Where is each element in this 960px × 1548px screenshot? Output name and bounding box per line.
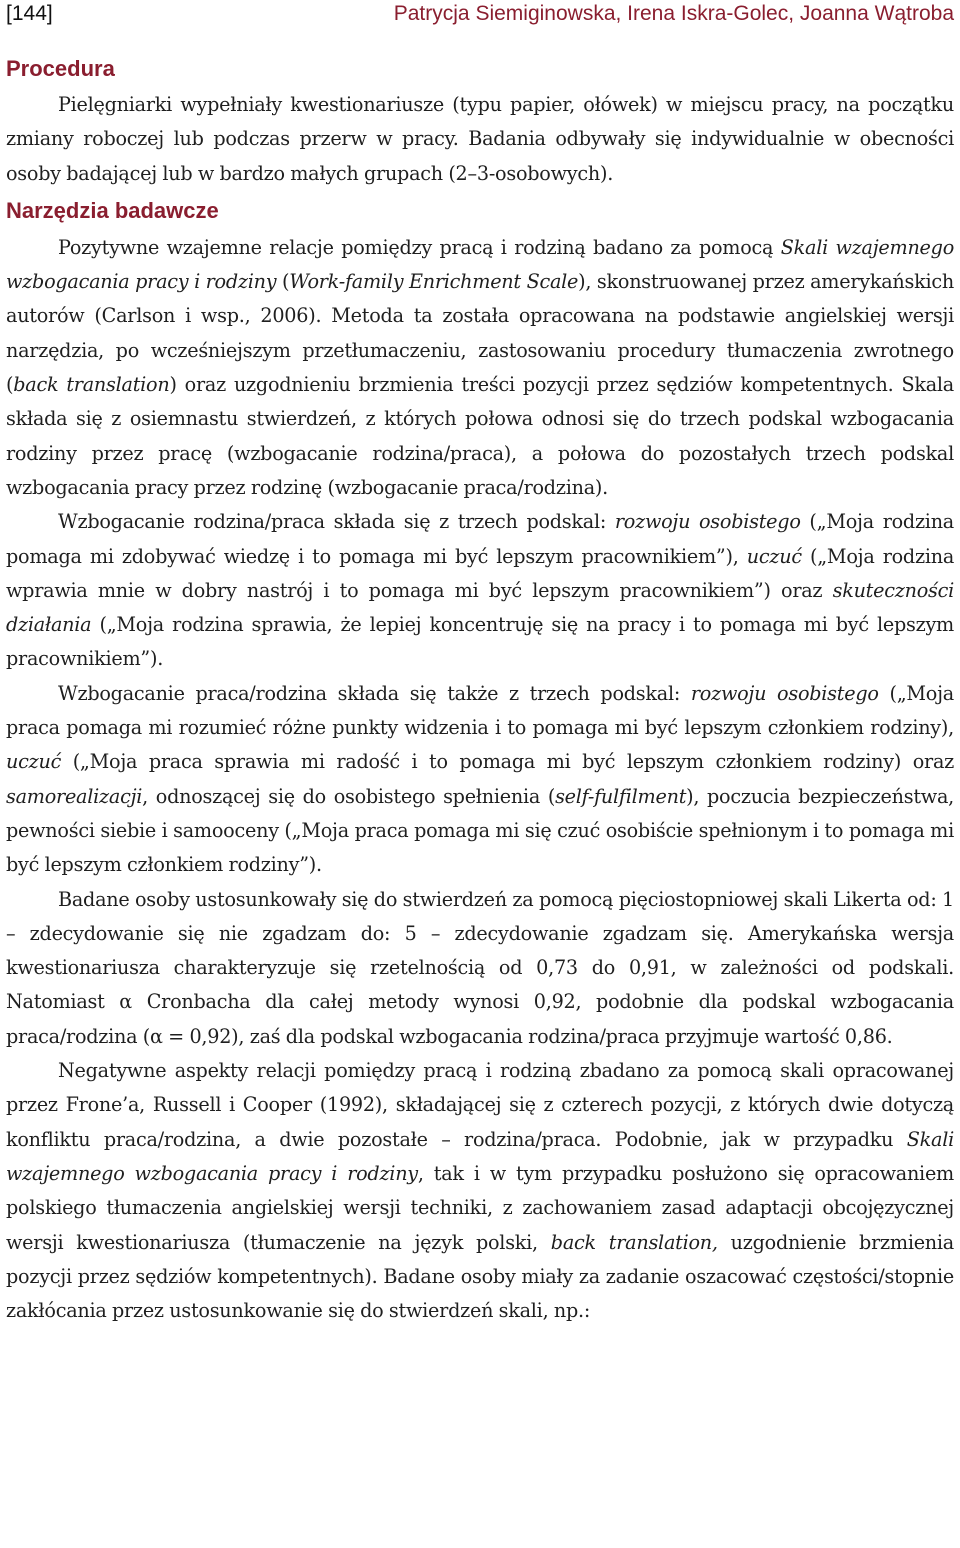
section-heading-narzedzia: Narzędzia badawcze [6,197,219,223]
page-number: [144] [6,2,53,25]
text-run: („Moja praca pomaga mi rozumieć różne punkty widzenia i to pomaga mi być lepszym członkiem rodziny), [6,681,954,740]
text-run: Wzbogacanie rodzina/praca składa się z trzech podskal: [58,510,615,534]
text-run: ), skonstruowanej przez amerykańskich autorów (Carlson i wsp., 2006). Metoda ta została opracowana na podstawie angielskiej wersji narzędzia, po wcześniejszym przetłumaczeniu, zastosowaniu procedury tłumaczenia zwrotnego ( [6,270,954,397]
paragraph-narzedzia-3 [6,677,954,883]
text-run: („Moja rodzina wprawia mnie w dobry nastrój i to pomaga mi być lepszym pracownikiem”) oraz [6,544,955,602]
italic-term: back translation [13,373,170,397]
paragraph-procedura: Pielęgniarki wypełniały kwestionariusze (typu papier, ołówek) w miejscu pracy, na początku zmiany roboczej lub podczas przerw w pracy. Badania odbywały się indywidualnie w obecności osoby badającej lub w bardzo małych grupach (2–3-osobowych). [6,93,954,185]
text-run: („Moja rodzina pomaga mi zdobywać wiedzę i to pomaga mi być lepszym pracownikiem”), [6,510,954,568]
article-body [6,52,954,1328]
italic-subscale: uczuć [6,750,62,774]
italic-subscale: skuteczności działania [6,578,954,637]
section-heading-procedura: Procedura [6,56,115,81]
text-run: Negatywne aspekty relacji pomiędzy pracą i rodziną zbadano za pomocą skali opracowanej przez Frone’a, Russell i Cooper (1992), składającej się z czterech pozycji, z których dwie dotyczą konfliktu praca/rodzina, a dwie pozostałe – rodzina/praca. Podobnie, jak w przypadku [6,1059,954,1151]
paragraph-narzedzia-5 [6,1054,954,1328]
text-run: ) oraz uzgodnieniu brzmienia treści pozycji przez sędziów kompetentnych. Skala składa się z osiemnastu stwierdzeń, z których połowa odnosi się do trzech podskal wzbogacania rodziny przez pracę (wzbogacanie rodzina/praca), a połowa do pozostałych trzech podskal wzbogacania pracy przez rodzinę (wzbogacanie praca/rodzina). [6,373,954,499]
text-run: uzgodnienie brzmienia pozycji przez sędziów kompetentnych). Badane osoby miały za zadanie oszacować częstości/stopnie zakłócania przez ustosunkowanie się do stwierdzeń skali, np.: [6,1230,954,1323]
italic-subscale: uczuć [746,544,802,568]
text-run: Pozytywne wzajemne relacje pomiędzy pracą i rodziną badano za pomocą [58,235,781,259]
text-run: („Moja rodzina sprawia, że lepiej koncentruję się na pracy i to pomaga mi być lepszym pracownikiem”). [6,613,954,671]
running-header-authors: Patrycja Siemiginowska, Irena Iskra-Golec, Joanna Wątroba [393,2,954,25]
italic-scale-name-en: Work-family Enrichment Scale [289,270,579,294]
italic-scale-name: Skali wzajemnego wzbogacania pracy i rodziny [6,1127,954,1185]
text-run: ( [276,270,290,294]
italic-term: back translation, [550,1230,718,1254]
running-header [6,0,954,28]
paragraph-narzedzia-4: Badane osoby ustosunkowały się do stwierdzeń za pomocą pięciostopniowej skali Likerta od: 1 – zdecydowanie się nie zgadzam do: 5 – zdecydowanie zgadzam się. Amerykańska wersja kwestionariusza charakteryzuje się rzetelnością od 0,73 do 0,91, w zależności od podskali. Natomiast α Cronbacha dla całej metody wynosi 0,92, podobnie dla podskal wzbogacania praca/rodzina (α = 0,92), zaś dla podskal wzbogacania rodzina/praca przyjmuje wartość 0,86. [6,887,954,1048]
text-run: Wzbogacanie praca/rodzina składa się także z trzech podskal: [58,681,691,705]
text-run: , odnoszącej się do osobistego spełnienia ( [142,784,556,808]
text-run: („Moja praca sprawia mi radość i to pomaga mi być lepszym członkiem rodziny) oraz [61,750,954,774]
italic-subscale: rozwoju osobistego [614,510,801,534]
italic-subscale: rozwoju osobistego [690,681,879,705]
paragraph-narzedzia-1 [6,231,954,505]
paragraph-narzedzia-2 [6,505,954,676]
text-run: , tak i w tym przypadku posłużono się opracowaniem polskiego tłumaczenia angielskiej wersji techniki, z zachowaniem zasad adaptacji obcojęzycznej wersji kwestionariusza (tłumaczenie na język polski, [6,1161,954,1254]
italic-subscale: samorealizacji [6,784,143,808]
italic-scale-name: Skali wzajemnego wzbogacania pracy i rodziny [6,235,954,294]
text-run: ), poczucia bezpieczeństwa, pewności siebie i samooceny („Moja praca pomaga mi się czuć osobiście spełnionym i to pomaga mi być lepszym członkiem rodziny”). [6,784,955,877]
italic-term: self-fulfilment [555,784,687,808]
